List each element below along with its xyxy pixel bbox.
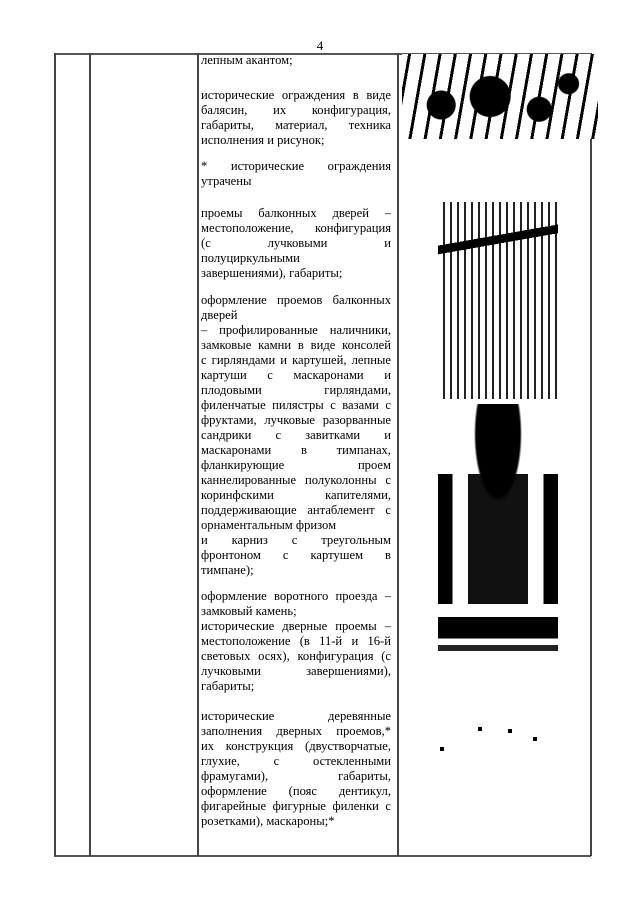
text-line: фронтоном с картушем в	[201, 548, 391, 562]
column-divider	[89, 53, 91, 856]
text-line: дверей	[201, 308, 238, 322]
text-line: местоположение (в 11-й и 16-й	[201, 634, 391, 648]
photo-balcony-railing	[402, 54, 598, 139]
text-line: фланкирующие проем	[201, 458, 391, 472]
text-line: розетками), маскароны;*	[201, 814, 335, 828]
text-line: заполнения дверных проемов,*	[201, 724, 391, 738]
page-number: 4	[316, 38, 324, 53]
text-line: тимпане);	[201, 563, 254, 577]
text-line: завершениями), габариты;	[201, 266, 343, 280]
column-divider	[397, 53, 399, 856]
text-line: маскаронами в тимпанах,	[201, 443, 391, 457]
text-line: коринфскими капителями,	[201, 488, 391, 502]
text-line: глухие, с остекленными	[201, 754, 391, 768]
text-line: лепным акантом;	[201, 53, 293, 67]
text-line: орнаментальным фризом	[201, 518, 337, 532]
text-line: исторические дверные проемы –	[201, 619, 391, 633]
description-paragraph	[201, 709, 391, 829]
text-line: оформление (пояс дентикул,	[201, 784, 391, 798]
text-line: фигарейные фигурные филенки с	[201, 799, 391, 813]
text-line: оформление проемов балконных	[201, 293, 391, 307]
text-line: балясин, их конфигурация,	[201, 103, 391, 117]
column-divider	[54, 53, 56, 856]
text-line: световых осях), конфигурация (с	[201, 649, 391, 663]
text-line: и карниз с треугольным	[201, 533, 391, 547]
description-paragraph	[201, 159, 391, 189]
text-line: местоположение, конфигурация	[201, 221, 391, 235]
text-line: * исторические ограждения	[201, 159, 391, 173]
text-line: оформление воротного проезда –	[201, 589, 391, 603]
text-line: лучковыми завершениями),	[201, 664, 391, 678]
text-line: филенчатые пилястры с вазами с	[201, 398, 391, 412]
text-line: габариты, материал, техника	[201, 118, 391, 132]
description-paragraph	[201, 206, 391, 281]
photo-balcony-door	[438, 202, 558, 399]
text-line: проемы балконных дверей –	[201, 206, 391, 220]
text-line: с гирляндами и картушей, лепные	[201, 353, 391, 367]
text-line: – профилированные наличники,	[201, 323, 391, 337]
description-paragraph	[201, 293, 391, 578]
photo-entrance-door	[438, 617, 558, 772]
text-line: картуши с маскаронами и	[201, 368, 391, 382]
table-bottom-border	[54, 855, 591, 857]
text-line: исторические ограждения в виде	[201, 88, 391, 102]
description-paragraph	[201, 88, 391, 148]
text-line: замковые камни в виде консолей	[201, 338, 391, 352]
description-paragraph	[201, 589, 391, 694]
description-paragraph	[201, 53, 391, 68]
text-line: полуциркульными	[201, 251, 300, 265]
text-line: фруктами, лучковые разорванные	[201, 413, 391, 427]
text-line: поддерживающие антаблемент с	[201, 503, 391, 517]
text-line: габариты;	[201, 679, 255, 693]
text-line: сандрики с завитками и	[201, 428, 391, 442]
text-line: исполнения и рисунок;	[201, 133, 325, 147]
text-line: утрачены	[201, 174, 252, 188]
column-divider	[590, 53, 592, 856]
column-divider	[197, 53, 199, 856]
text-line: фрамугами), габариты,	[201, 769, 391, 783]
text-line: (с лучковыми и	[201, 236, 391, 250]
photo-balcony-door-decor	[438, 404, 558, 604]
text-line: каннелированные полуколонны с	[201, 473, 391, 487]
text-line: замковый камень;	[201, 604, 297, 618]
text-line: исторические деревянные	[201, 709, 391, 723]
text-line: плодовыми гирляндами,	[201, 383, 391, 397]
text-line: их конструкция (двустворчатые,	[201, 739, 391, 753]
